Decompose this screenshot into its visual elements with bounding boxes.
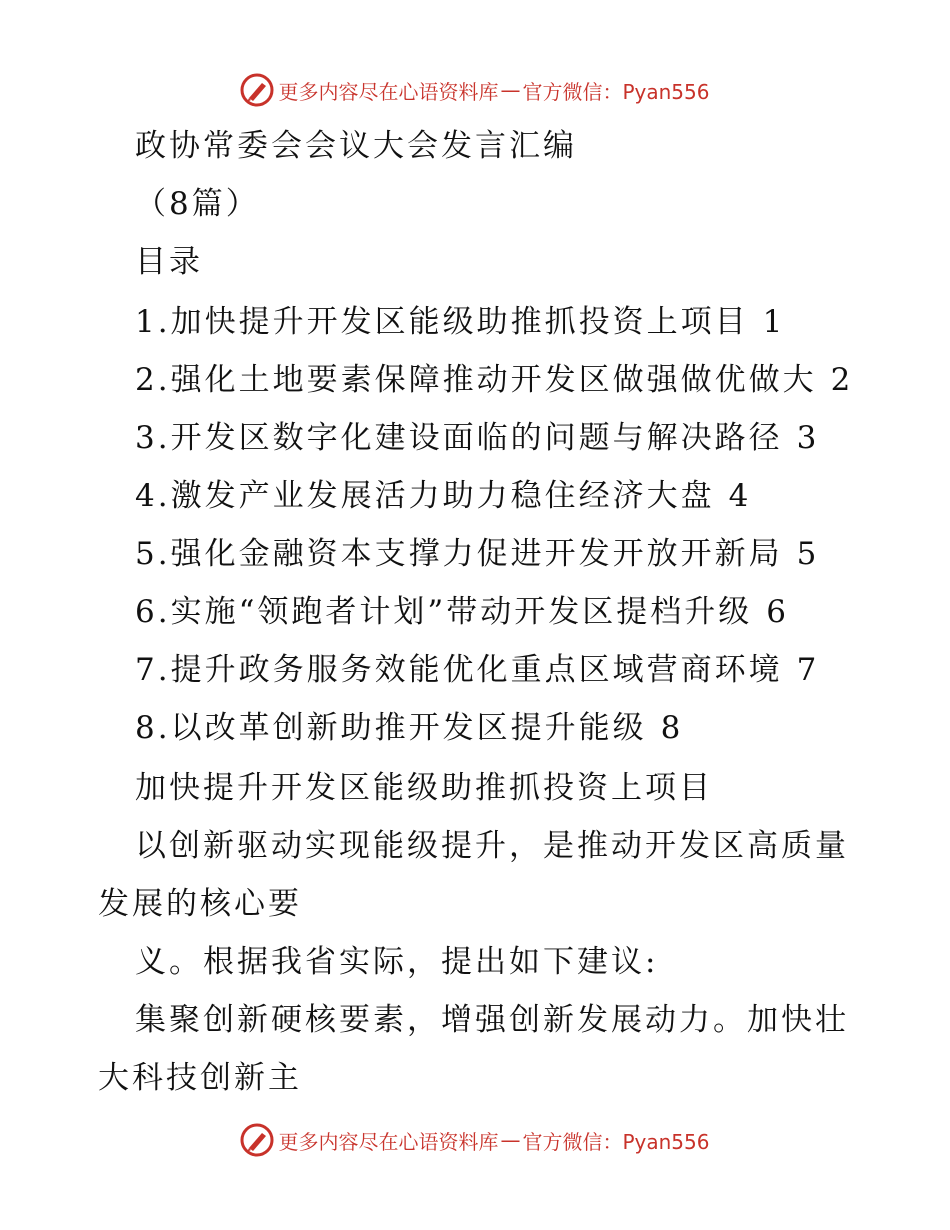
paragraph-line: 大科技创新主 [98,1060,302,1096]
toc-item[interactable] [135,650,819,690]
toc-item-label: 1.加快提升开发区能级助推抓投资上项目 [135,304,749,340]
banner-separator: — [500,1128,521,1152]
toc-item-page: 7 [796,652,820,688]
toc-item[interactable] [135,534,819,574]
header-watermark-banner [0,70,950,110]
footer-watermark-banner [0,1120,950,1160]
toc-item[interactable] [135,302,785,342]
toc-item-page: 6 [766,594,790,630]
toc-item-label: 4.激发产业发展活力助力稳住经济大盘 [135,478,715,514]
toc-item[interactable] [135,418,819,458]
toc-item-page: 3 [796,420,820,456]
banner-separator: — [500,78,521,102]
toc-item-page: 1 [762,304,786,340]
section-title: 加快提升开发区能级助推抓投资上项目 [135,770,713,806]
paragraph-line: 发展的核心要 [98,886,302,922]
toc-item-page: 4 [728,478,752,514]
pen-logo-icon [240,1123,274,1157]
toc-item-label: 6.实施“领跑者计划”带动开发区提档升级 [135,594,753,630]
toc-item[interactable] [135,360,853,400]
banner-text: 更多内容尽在心语资料库 [278,79,499,104]
toc-item-page: 5 [796,536,820,572]
paragraph-line: 义。根据我省实际，提出如下建议: [135,944,659,980]
toc-item-label: 3.开发区数字化建设面临的问题与解决路径 [135,420,783,456]
toc-item[interactable] [135,592,789,632]
article-count: （8篇） [135,186,260,222]
toc-item-label: 2.强化土地要素保障推动开发区做强做优做大 [135,362,817,398]
toc-item[interactable] [135,708,683,748]
toc-heading: 目录 [135,244,203,280]
paragraph-line: 集聚创新硬核要素，增强创新发展动力。加快壮 [135,1002,849,1038]
document-title: 政协常委会会议大会发言汇编 [135,128,577,164]
toc-item[interactable] [135,476,751,516]
toc-item-page: 8 [660,710,684,746]
paragraph-line: 以创新驱动实现能级提升，是推动开发区高质量 [135,828,849,864]
banner-wechat: 官方微信：Pyan556 [522,79,710,104]
banner-text: 更多内容尽在心语资料库 [278,1129,499,1154]
pen-logo-icon [240,73,274,107]
toc-item-label: 5.强化金融资本支撑力促进开发开放开新局 [135,536,783,572]
toc-item-label: 7.提升政务服务效能优化重点区域营商环境 [135,652,783,688]
toc-item-page: 2 [830,362,854,398]
banner-wechat: 官方微信：Pyan556 [522,1129,710,1154]
toc-item-label: 8.以改革创新助推开发区提升能级 [135,710,647,746]
